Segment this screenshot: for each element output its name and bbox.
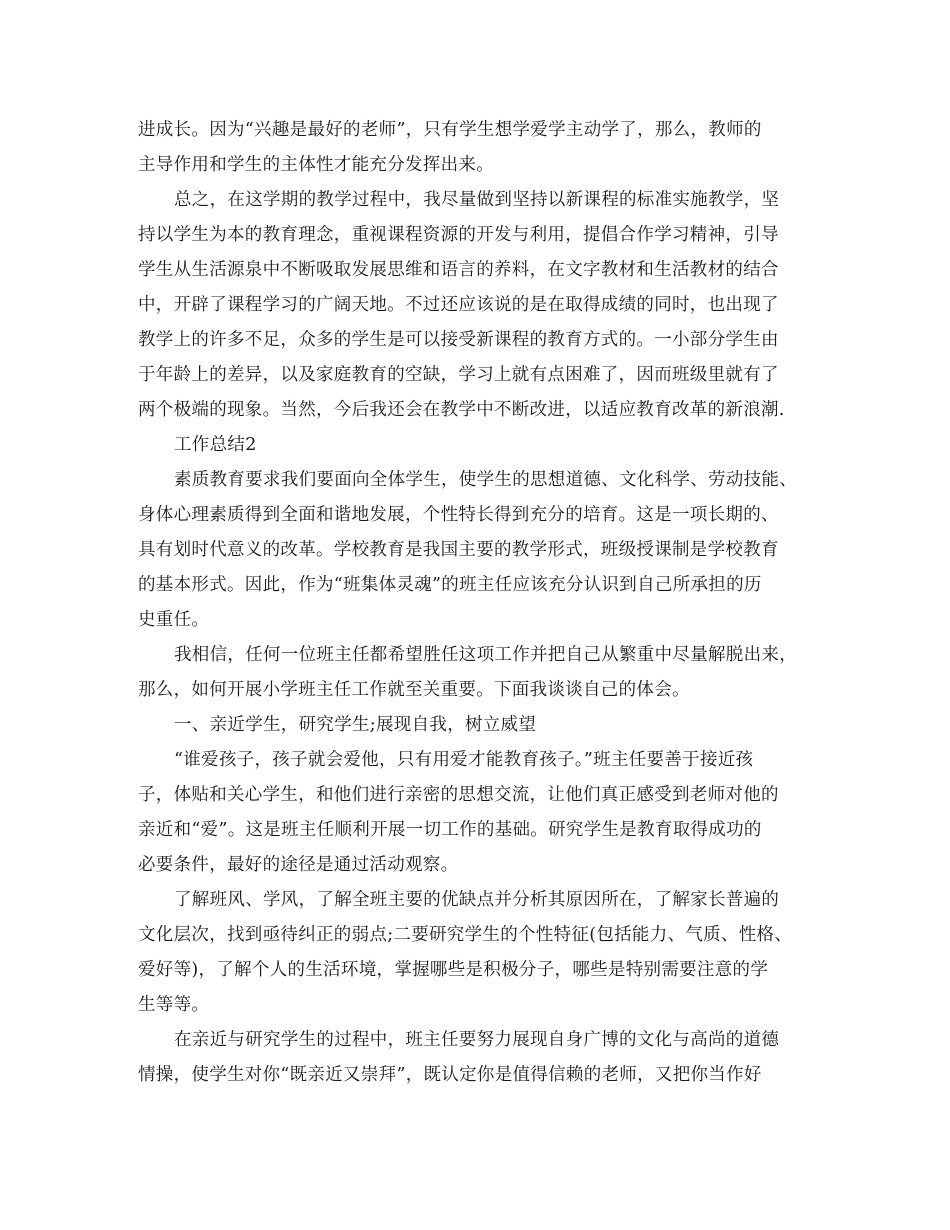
text-line: 那么，如何开展小学班主任工作就至关重要。下面我谈谈自己的体会。 xyxy=(138,680,690,700)
text-line: 的基本形式。因此，作为“班集体灵魂”的班主任应该充分认识到自己所承担的历 xyxy=(138,575,762,595)
text-line: 史重任。 xyxy=(138,610,210,630)
text-line: 进成长。因为“兴趣是最好的老师”，只有学生想学爱学主动学了，那么，教师的 xyxy=(138,120,762,140)
text-line: 主导作用和学生的主体性才能充分发挥出来。 xyxy=(138,155,494,175)
paragraph-start-line: 在亲近与研究学生的过程中，班主任要努力展现自身广博的文化与高尚的道德 xyxy=(174,1030,780,1050)
text-line: 亲近和“爱”。这是班主任顺利开展一切工作的基础。研究学生是教育取得成功的 xyxy=(138,820,762,840)
text-line: 生等等。 xyxy=(138,995,210,1015)
text-line: 中，开辟了课程学习的广阔天地。不过还应该说的是在取得成绩的同时，也出现了 xyxy=(138,295,779,315)
text-line: 情操，使学生对你“既亲近又崇拜”，既认定你是值得信赖的老师，又把你当作好 xyxy=(138,1065,762,1085)
subsection-heading: 一、亲近学生，研究学生;展现自我，树立威望 xyxy=(174,715,537,735)
paragraph-start-line: 了解班风、学风，了解全班主要的优缺点并分析其原因所在，了解家长普遍的 xyxy=(174,890,780,910)
text-line: 教学上的许多不足，众多的学生是可以接受新课程的教育方式的。一小部分学生由 xyxy=(138,330,779,350)
paragraph-start-line: 总之，在这学期的教学过程中，我尽量做到坚持以新课程的标准实施教学，坚 xyxy=(174,190,780,210)
text-line: 身体心理素质得到全面和谐地发展，个性特长得到充分的培育。这是一项长期的、 xyxy=(138,505,779,525)
text-line: 两个极端的现象。当然，今后我还会在教学中不断改进，以适应教育改革的新浪潮. xyxy=(138,400,785,420)
text-line: 持以学生为本的教育理念，重视课程资源的开发与利用，提倡合作学习精神，引导 xyxy=(138,225,779,245)
paragraph-start-line: “谁爱孩子，孩子就会爱他，只有用爱才能教育孩子。”班主任要善于接近孩 xyxy=(174,750,754,770)
text-line: 文化层次，找到亟待纠正的弱点;二要研究学生的个性特征(包括能力、气质、性格、 xyxy=(138,925,793,945)
section-heading: 工作总结2 xyxy=(174,435,257,455)
text-line: 于年龄上的差异，以及家庭教育的空缺，学习上就有点困难了，因而班级里就有了 xyxy=(138,365,779,385)
text-line: 必要条件，最好的途径是通过活动观察。 xyxy=(138,855,459,875)
text-line: 学生从生活源泉中不断吸取发展思维和语言的养料，在文字教材和生活教材的结合 xyxy=(138,260,779,280)
text-line: 具有划时代意义的改革。学校教育是我国主要的教学形式，班级授课制是学校教育 xyxy=(138,540,779,560)
text-line: 爱好等)，了解个人的生活环境，掌握哪些是积极分子，哪些是特别需要注意的学 xyxy=(138,960,769,980)
text-line: 子，体贴和关心学生，和他们进行亲密的思想交流，让他们真正感受到老师对他的 xyxy=(138,785,779,805)
paragraph-start-line: 素质教育要求我们要面向全体学生，使学生的思想道德、文化科学、劳动技能、 xyxy=(174,470,797,490)
paragraph-start-line: 我相信，任何一位班主任都希望胜任这项工作并把自己从繁重中尽量解脱出来， xyxy=(174,645,797,665)
